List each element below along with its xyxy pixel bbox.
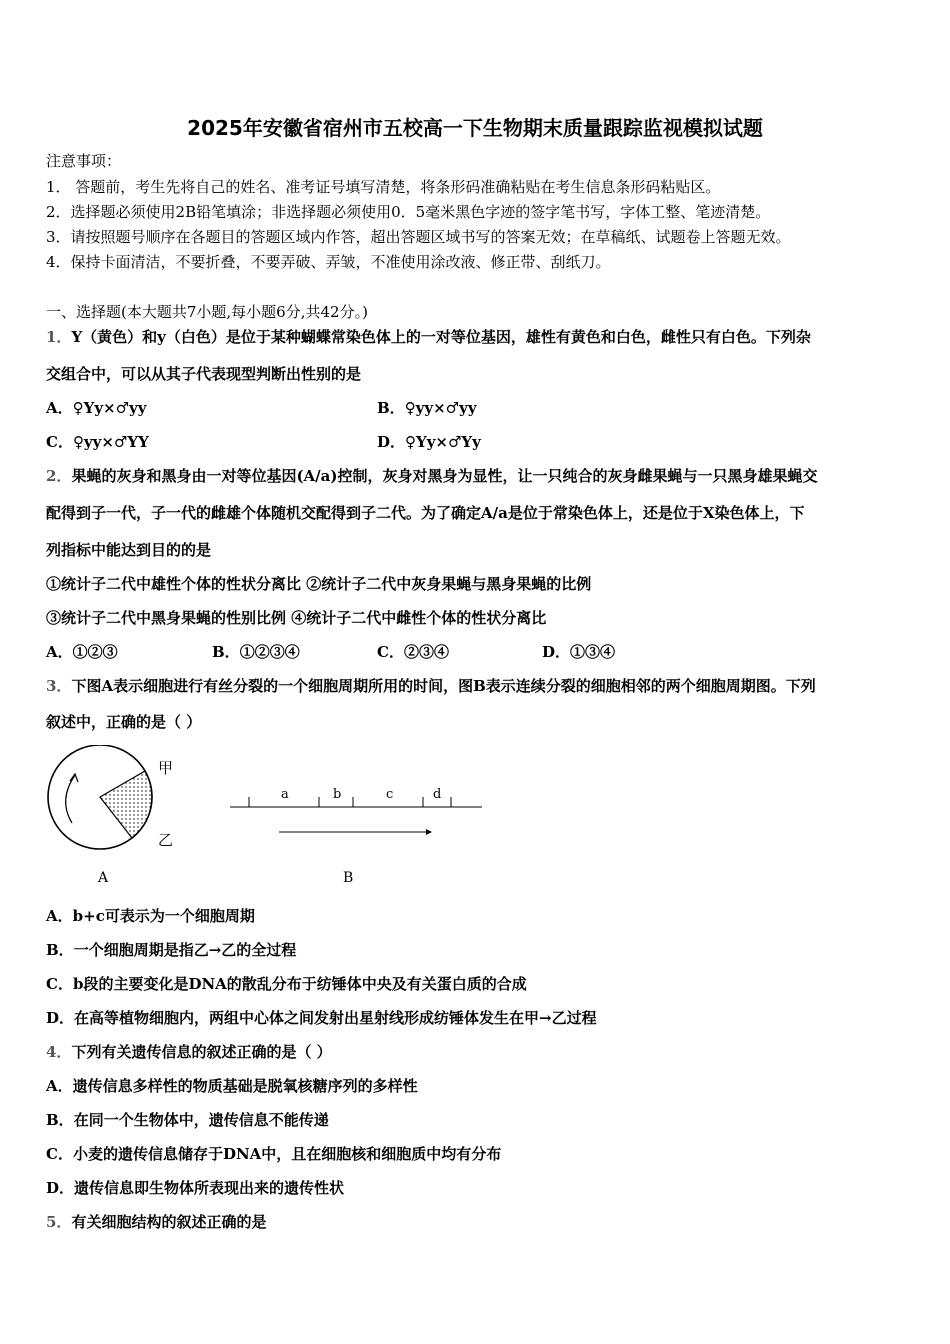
q4-option-c-text: 小麦的遗传信息储存于DNA中，且在细胞核和细胞质中均有分布 (72, 1145, 502, 1163)
q3-option-a (46, 906, 255, 926)
question-2-number: 2． (46, 467, 72, 485)
question-5-number: 5． (46, 1213, 72, 1231)
cell-cycle-figure (40, 745, 500, 895)
question-2 (46, 466, 817, 486)
notice-item-2: 2．选择题必须使用2B铅笔填涂；非选择题必须使用0．5毫米黑色字迹的签字笔书写，字体工整、笔迹清楚。 (46, 203, 771, 221)
q1-option-d-label: D． (377, 433, 406, 451)
question-1 (46, 327, 811, 347)
q2-option-a-label: A． (46, 643, 73, 661)
section-heading: 一、选择题(本大题共7小题,每小题6分,共42分。) (46, 303, 368, 321)
label-yi: 乙 (158, 831, 174, 849)
q4-option-a (46, 1076, 418, 1096)
q4-option-d-label: D． (46, 1179, 75, 1197)
q2-option-c (377, 642, 449, 662)
segment-a-label: a (281, 787, 289, 802)
q1-option-c (46, 432, 149, 452)
q2-option-d-text: ①③④ (570, 643, 616, 661)
q4-option-a-label: A． (46, 1077, 73, 1095)
page-title: 2025年安徽省宿州市五校高一下生物期末质量跟踪监视模拟试题 (187, 116, 763, 140)
question-4-number: 4． (46, 1043, 72, 1061)
segment-c-label: c (386, 787, 394, 802)
question-3-line-2: 叙述中，正确的是（ ） (46, 713, 202, 731)
q2-option-a (46, 642, 118, 662)
caption-b: B (343, 870, 354, 886)
q4-option-a-text: 遗传信息多样性的物质基础是脱氧核糖序列的多样性 (72, 1077, 418, 1095)
notice-item-3: 3．请按照题号顺序在各题目的答题区域内作答，超出答题区域书写的答案无效；在草稿纸、试题卷上答题无效。 (46, 228, 791, 246)
question-2-line-3: 列指标中能达到目的的是 (46, 541, 212, 559)
question-2-line-4: ①统计子二代中雄性个体的性状分离比 ②统计子二代中灰身果蝇与黑身果蝇的比例 (46, 575, 592, 593)
label-jia: 甲 (158, 759, 174, 777)
q4-option-b-text: 在同一个生物体中，遗传信息不能传递 (73, 1111, 329, 1129)
question-2-line-2: 配得到子一代，子一代的雌雄个体随机交配得到子二代。为了确定A/a是位于常染色体上，还是位于X染色体上，下 (46, 504, 805, 522)
q3-option-c-text: b段的主要变化是DNA的散乱分布于纺锤体中央及有关蛋白质的合成 (72, 975, 527, 993)
caption-a: A (98, 870, 109, 886)
q2-option-a-text: ①②③ (72, 643, 118, 661)
question-1-line-2: 交组合中，可以从其子代表现型判断出性别的是 (46, 365, 362, 383)
q2-option-c-text: ②③④ (403, 643, 449, 661)
q1-option-b-text: ♀yy×♂yy (404, 399, 477, 417)
q1-option-a-label: A． (46, 399, 73, 417)
q2-option-b-label: B． (212, 643, 240, 661)
q4-option-c-label: C． (46, 1145, 73, 1163)
segment-d-label: d (433, 787, 442, 802)
q2-option-b-text: ①②③④ (239, 643, 300, 661)
q4-option-c (46, 1144, 501, 1164)
q1-option-b (377, 398, 477, 418)
q2-option-c-label: C． (377, 643, 404, 661)
question-5-line-1: 有关细胞结构的叙述正确的是 (71, 1213, 267, 1231)
q1-option-c-label: C． (46, 433, 73, 451)
notice-heading: 注意事项： (46, 152, 122, 170)
q4-option-d (46, 1178, 344, 1198)
q1-option-a (46, 398, 146, 418)
q1-option-d (377, 432, 481, 452)
q3-option-a-text: b+c可表示为一个细胞周期 (72, 907, 255, 925)
q1-option-a-text: ♀Yy×♂yy (72, 399, 147, 417)
question-1-line-1: Y（黄色）和y（白色）是位于某种蝴蝶常染色体上的一对等位基因，雄性有黄色和白色，雌性只有白色。下列杂 (71, 328, 811, 346)
question-3-number: 3． (46, 677, 72, 695)
notice-item-4: 4．保持卡面清洁，不要折叠，不要弄破、弄皱，不准使用涂改液、修正带、刮纸刀。 (46, 253, 611, 271)
q4-option-d-text: 遗传信息即生物体所表现出来的遗传性状 (74, 1179, 345, 1197)
q3-option-c (46, 974, 527, 994)
q3-option-b-label: B． (46, 941, 74, 959)
q2-option-d (542, 642, 615, 662)
q1-option-b-label: B． (377, 399, 405, 417)
q3-option-c-label: C． (46, 975, 73, 993)
q4-option-b-label: B． (46, 1111, 74, 1129)
segment-b-label: b (333, 787, 342, 802)
question-3-line-1: 下图A表示细胞进行有丝分裂的一个细胞周期所用的时间，图B表示连续分裂的细胞相邻的两个细胞周期图。下列 (71, 677, 816, 695)
figure-a-arrow-curve (66, 775, 75, 823)
q3-option-b (46, 940, 296, 960)
q3-option-b-text: 一个细胞周期是指乙→乙的全过程 (73, 941, 297, 959)
question-5 (46, 1212, 266, 1232)
q2-option-d-label: D． (542, 643, 571, 661)
q3-option-d-label: D． (46, 1009, 75, 1027)
notice-item-1: 1． 答题前，考生先将自己的姓名、准考证号填写清楚，将条形码准确粘贴在考生信息条形码粘贴区。 (46, 178, 721, 196)
figure-a-shaded-sector (100, 771, 152, 838)
q3-option-d-text: 在高等植物细胞内，两组中心体之间发射出星射线形成纺锤体发生在甲→乙过程 (74, 1009, 597, 1027)
question-3 (46, 676, 816, 696)
q1-option-c-text: ♀yy×♂YY (72, 433, 149, 451)
question-4-line-1: 下列有关遗传信息的叙述正确的是（ ） (71, 1043, 332, 1061)
question-2-line-1: 果蝇的灰身和黑身由一对等位基因(A/a)控制，灰身对黑身为显性，让一只纯合的灰身雌果蝇与一只黑身雄果蝇交 (71, 467, 818, 485)
q3-option-d (46, 1008, 597, 1028)
question-1-number: 1． (46, 328, 72, 346)
question-4 (46, 1042, 332, 1062)
q3-option-a-label: A． (46, 907, 73, 925)
question-2-line-5: ③统计子二代中黑身果蝇的性别比例 ④统计子二代中雌性个体的性状分离比 (46, 609, 547, 627)
figure-b-arrowhead (426, 829, 432, 835)
q4-option-b (46, 1110, 329, 1130)
q2-option-b (212, 642, 300, 662)
q1-option-d-text: ♀Yy×♂Yy (405, 433, 481, 451)
